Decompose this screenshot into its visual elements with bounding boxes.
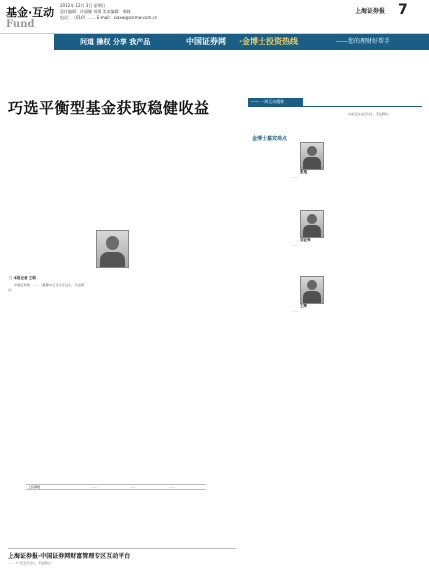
article-column-3 [168,283,242,471]
guest-head-shape [307,146,317,156]
article-column-2 [88,283,164,471]
masthead [0,0,429,34]
guest-name: 王辉 [300,304,307,308]
paper-name: 上海证券报 [355,8,386,15]
banner-tail: ——您的理财好帮手 [336,38,391,45]
table-cell: …… [89,485,128,490]
guest-head-shape [307,214,317,224]
ad-line: ……（广告文字过小，无法辨认） [8,561,54,565]
guest-body-shape [303,157,321,169]
guest-photo [300,276,324,304]
guest-body-shape [303,225,321,237]
photo-head-shape [106,236,119,250]
table-cell: …… [167,485,206,490]
guest-body-shape [303,291,321,303]
banner-text: 问道 操权 分享 我产品 [80,38,151,46]
masthead-info-line: 2012年 12月 3日 星期日 [60,3,106,8]
guest-head-shape [307,280,317,290]
bottom-ad[interactable] [8,548,236,582]
ad-title: 上海证券报·中国证券网财富管理专区互动平台 [8,553,131,560]
masthead-info [60,3,260,21]
article-column-1 [8,283,84,471]
guest-title: …… [292,243,298,247]
right-column-tab: —— 一周互动精粹 [248,98,303,106]
guest-name: 张翔 [300,170,307,174]
section-subtitle: Fund [6,19,35,30]
photo-body-shape [100,252,125,267]
divider [248,106,422,107]
right-column-text [340,112,424,342]
article-headline: 巧选平衡型基金获取稳健收益 [8,99,210,117]
guest-title: …… [292,309,298,313]
right-column-lower-text [252,345,424,577]
banner-brand: 中国证券网 [186,37,226,46]
guest-name: 刘亚琴 [300,238,311,242]
article-paragraph: 中国证券网：……（截图中正文文字过小，无法辨认） [8,283,84,292]
masthead-info-line: 电话：（010）…… E-mail：xiaxw@zsrmw.com.cn [60,15,158,20]
fund-table [26,480,206,490]
right-column-section-title: 金博士嘉宾观点 [252,136,288,142]
promo-banner[interactable] [54,34,429,50]
page-number: 7 [398,2,408,18]
masthead-info-line: 责任编辑：许丽颖 刘琪 美术编辑：邢姝 [60,9,131,14]
table-row [26,485,206,490]
right-column-paragraph: （右栏正文文字过小，无法辨认） [346,112,392,116]
byline: □ 本报记者 王烟 [9,276,36,280]
author-photo [96,230,129,268]
section-title: 基金·互动 [6,6,55,19]
guest-photo [300,142,324,170]
table-cell: …… [128,485,167,490]
guest-photo [300,210,324,238]
banner-slogan: ·金博士投资热线 [239,37,299,46]
guest-title: …… [292,175,298,179]
table-cell: 上投摩根 [26,485,89,490]
